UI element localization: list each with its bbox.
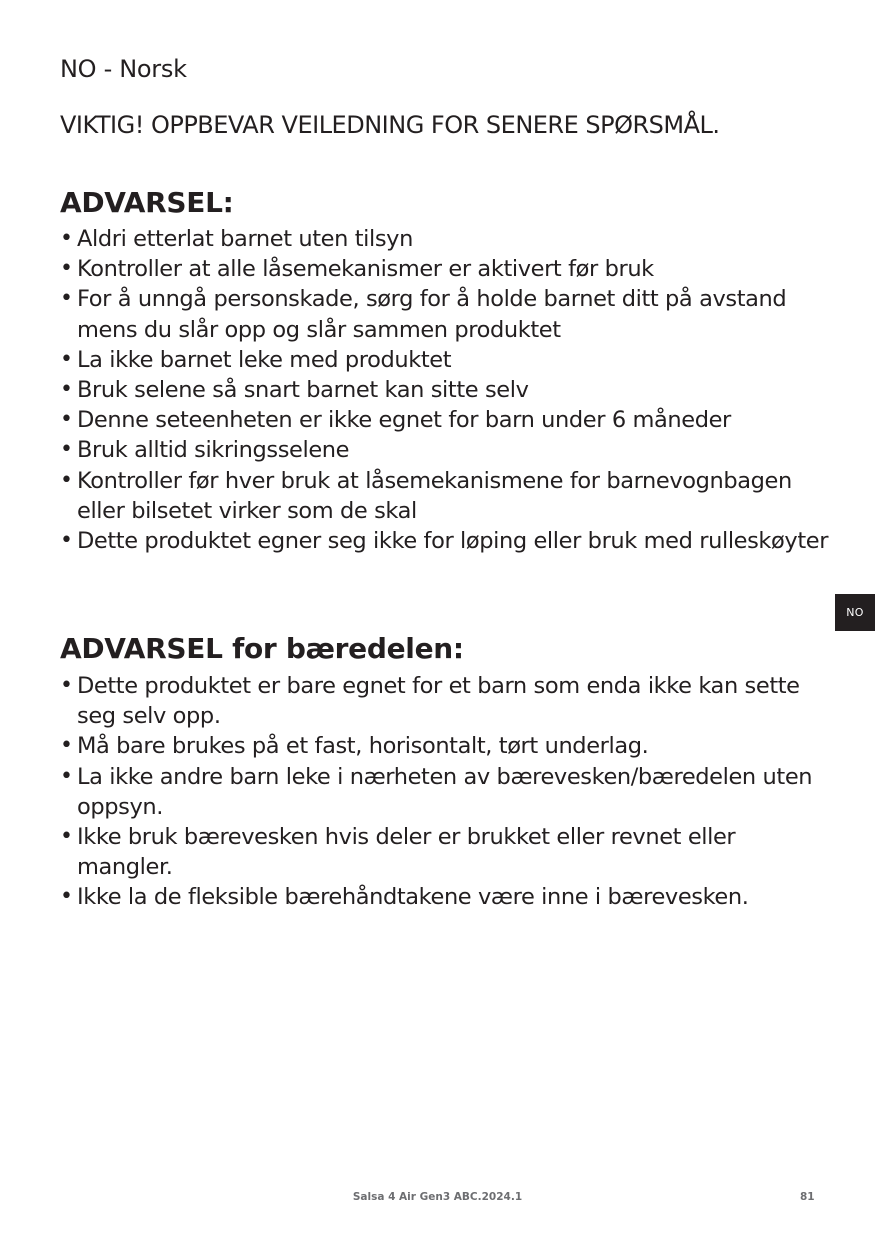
bullet-icon: • [60,763,73,789]
bullet-icon: • [60,528,73,554]
list-item [60,466,830,526]
list-item [60,405,830,435]
bullet-icon: • [60,733,73,759]
bullet-icon: • [60,256,73,282]
list-item-text: Dette produktet egner seg ikke for løping eller bruk med rulleskøyter [77,528,829,555]
carrycot-warning-list [60,671,830,913]
list-item [60,526,830,556]
list-item [60,822,830,882]
list-item-text: Bruk alltid sikringsselene [77,437,350,464]
list-item-text: La ikke barnet leke med produktet [77,346,452,373]
list-item-text: Denne seteenheten er ikke egnet for barn under 6 måneder [77,407,731,434]
warning-title: ADVARSEL: [60,186,234,219]
list-item [60,224,830,254]
list-item [60,671,830,731]
language-heading: NO - Norsk [60,55,187,83]
list-item-text: Må bare brukes på et fast, horisontalt, tørt underlag. [77,733,649,760]
list-item [60,762,830,822]
carrycot-warning-title: ADVARSEL for bæredelen: [60,632,464,665]
list-item [60,882,830,912]
page-number: 81 [800,1191,815,1203]
list-item [60,731,830,761]
list-item-text: Kontroller at alle låsemekanismer er aktivert før bruk [77,256,654,283]
list-item [60,284,830,344]
footer-document-id: Salsa 4 Air Gen3 ABC.2024.1 [352,1191,523,1203]
list-item-text: Aldri etterlat barnet uten tilsyn [77,226,413,252]
bullet-icon: • [60,346,73,372]
bullet-icon: • [60,824,73,850]
bullet-icon: • [60,407,73,433]
bullet-icon: • [60,286,73,312]
bullet-icon: • [60,226,73,251]
list-item [60,375,830,405]
warning-list [60,224,830,556]
bullet-icon: • [60,884,73,910]
list-item-text: Dette produktet er bare egnet for et barn som enda ikke kan sette seg selv opp. [77,673,800,730]
language-tab: NO [835,594,875,631]
list-item [60,435,830,465]
bullet-icon: • [60,673,73,698]
list-item [60,345,830,375]
list-item [60,254,830,284]
list-item-text: Ikke la de fleksible bærehåndtakene være inne i bærevesken. [77,884,749,911]
list-item-text: Ikke bruk bærevesken hvis deler er brukket eller revnet eller mangler. [77,824,736,881]
bullet-icon: • [60,377,73,403]
list-item-text: La ikke andre barn leke i nærheten av bærevesken/bæredelen uten oppsyn. [77,763,813,820]
important-note: VIKTIG! OPPBEVAR VEILEDNING FOR SENERE SPØRSMÅL. [60,111,720,139]
bullet-icon: • [60,437,73,463]
list-item-text: Kontroller før hver bruk at låsemekanismene for barnevognbagen eller bilsetet virker som de skal [77,467,792,524]
list-item-text: For å unngå personskade, sørg for å holde barnet ditt på avstand mens du slår opp og slår sammen produktet [77,286,787,343]
bullet-icon: • [60,467,73,493]
list-item-text: Bruk selene så snart barnet kan sitte selv [77,377,529,404]
